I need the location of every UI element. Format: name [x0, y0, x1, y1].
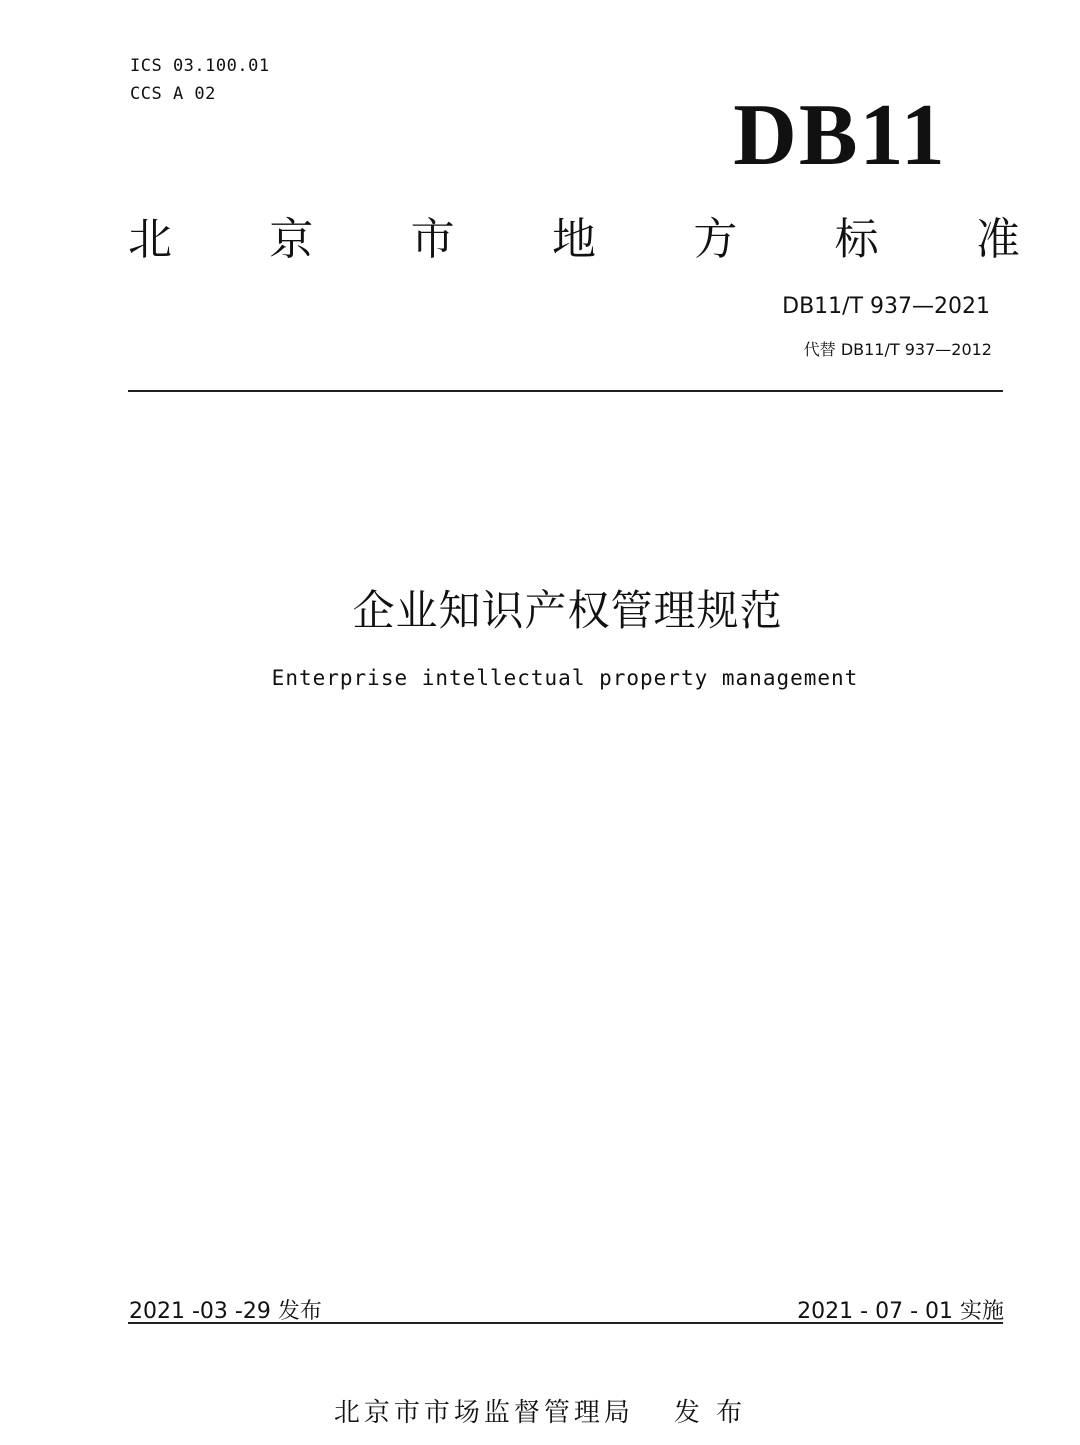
bottom-divider	[128, 1322, 1003, 1324]
standard-type-char: 准	[975, 214, 1020, 265]
standard-type-heading	[128, 210, 1020, 270]
implementation-date: 2021 - 07 - 01 实施	[797, 1299, 1004, 1324]
english-title: Enterprise intellectual property management	[271, 666, 859, 690]
publish-label: 发 布	[673, 1398, 747, 1428]
db11-logo: DB11	[733, 87, 947, 184]
ccs-code: CCS A 02	[130, 84, 216, 104]
standard-type-char: 地	[551, 214, 596, 265]
publisher-line	[0, 1392, 1080, 1429]
standard-type-char: 方	[693, 214, 738, 265]
replaced-standard: 代替 DB11/T 937—2012	[803, 340, 992, 359]
chinese-title: 企业知识产权管理规范	[352, 586, 783, 635]
ics-code: ICS 03.100.01	[130, 56, 270, 76]
publisher-name: 北京市市场监督管理局	[333, 1398, 634, 1428]
standard-type-char: 京	[269, 214, 314, 265]
standard-type-char: 北	[128, 214, 172, 265]
standard-type-char: 标	[834, 214, 879, 265]
standard-number: DB11/T 937—2021	[782, 294, 990, 319]
top-divider	[128, 390, 1003, 392]
standard-type-char: 市	[410, 214, 455, 265]
issue-date: 2021 -03 -29 发布	[129, 1299, 322, 1324]
